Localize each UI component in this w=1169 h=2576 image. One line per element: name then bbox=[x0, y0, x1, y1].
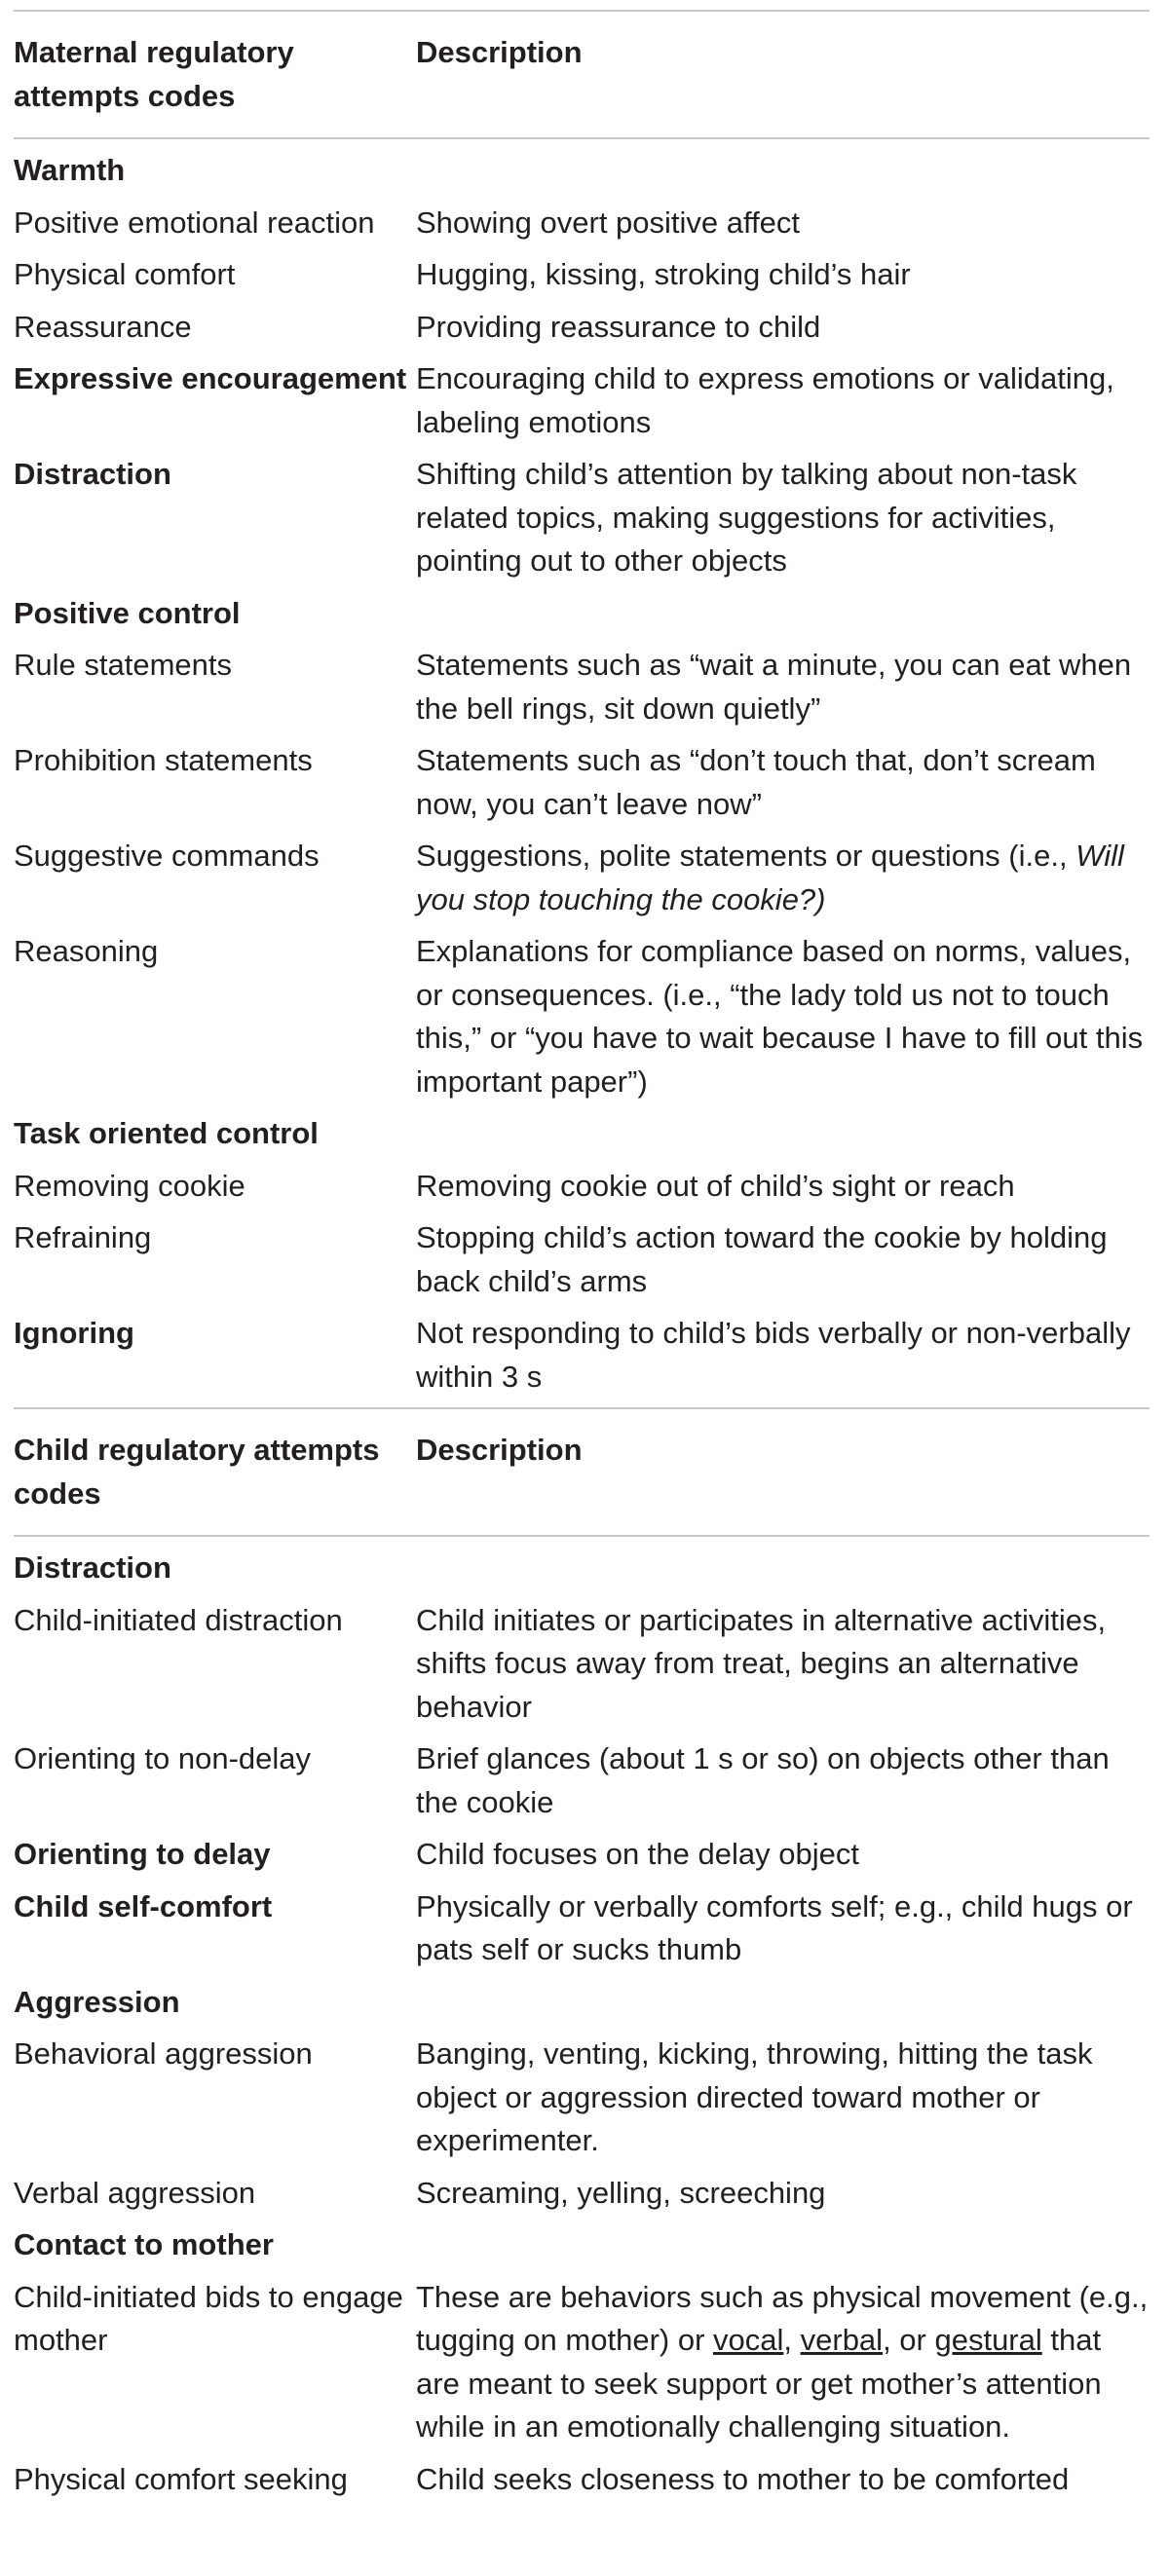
maternal-header-row bbox=[14, 11, 1150, 138]
code-description bbox=[416, 1112, 1150, 1165]
category-row-task-oriented-control bbox=[14, 1112, 1150, 1165]
description-text: Not responding to child’s bids verbally or non-verbally within 3 s bbox=[416, 1316, 1131, 1394]
description-text: Showing overt positive affect bbox=[416, 205, 801, 240]
description-text: Brief glances (about 1 s or so) on objects other than the cookie bbox=[416, 1741, 1110, 1819]
category-row-expressive-encouragement bbox=[14, 357, 1150, 453]
description-text: Banging, venting, kicking, throwing, hitting the task object or aggression directed toward mother or experimenter. bbox=[416, 2036, 1093, 2157]
code-label: Reassurance bbox=[14, 309, 192, 344]
description-text: Providing reassurance to child bbox=[416, 309, 821, 344]
underlined-term: gestural bbox=[934, 2323, 1042, 2357]
code-label: Distraction bbox=[14, 1550, 171, 1585]
code-label: Prohibition statements bbox=[14, 743, 313, 777]
code-row-positive-emotional-reaction bbox=[14, 202, 1150, 254]
description-text: Child focuses on the delay object bbox=[416, 1837, 859, 1871]
code-description bbox=[416, 1981, 1150, 2034]
code-description bbox=[416, 1216, 1150, 1312]
codes-table-body bbox=[14, 11, 1150, 2510]
category-row-orienting-to-delay bbox=[14, 1833, 1150, 1885]
code-description bbox=[416, 1312, 1150, 1408]
description-text: , or bbox=[883, 2323, 935, 2357]
code-label: Behavioral aggression bbox=[14, 2036, 313, 2071]
code-row-verbal-aggression bbox=[14, 2172, 1150, 2224]
code-description bbox=[416, 644, 1150, 739]
description-text: Child initiates or participates in alternative activities, shifts focus away from treat, begins an alternative behavior bbox=[416, 1602, 1107, 1724]
code-row-suggestive-commands bbox=[14, 835, 1150, 930]
code-description bbox=[416, 835, 1150, 930]
code-description bbox=[416, 202, 1150, 254]
code-label: Positive control bbox=[14, 595, 241, 630]
code-row-physical-comfort-seeking bbox=[14, 2458, 1150, 2511]
code-label: Orienting to non-delay bbox=[14, 1741, 312, 1775]
code-description bbox=[416, 592, 1150, 645]
code-label: Physical comfort bbox=[14, 257, 236, 291]
code-description bbox=[416, 1885, 1150, 1981]
code-description bbox=[416, 253, 1150, 306]
child-header-row bbox=[14, 1408, 1150, 1536]
code-label: Refraining bbox=[14, 1220, 152, 1254]
code-row-reasoning bbox=[14, 930, 1150, 1112]
code-description bbox=[416, 357, 1150, 453]
description-text: Screaming, yelling, screeching bbox=[416, 2175, 826, 2210]
code-label: Child-initiated bids to engage mother bbox=[14, 2279, 403, 2357]
code-label: Warmth bbox=[14, 153, 126, 187]
code-description bbox=[416, 2458, 1150, 2511]
code-label: Verbal aggression bbox=[14, 2175, 256, 2210]
code-label: Suggestive commands bbox=[14, 839, 320, 873]
category-row-positive-control bbox=[14, 592, 1150, 645]
code-label: Aggression bbox=[14, 1984, 180, 2019]
code-description bbox=[416, 453, 1150, 592]
description-text: Statements such as “don’t touch that, don’t scream now, you can’t leave now” bbox=[416, 743, 1096, 821]
description-text: These are behaviors such as physical movement (e.g., tugging on mother) or bbox=[416, 2279, 1149, 2357]
category-row-child-self-comfort bbox=[14, 1885, 1150, 1981]
category-row-aggression bbox=[14, 1981, 1150, 2034]
description-text: Encouraging child to express emotions or validating, labeling emotions bbox=[416, 361, 1114, 439]
description-italic-text: Will you stop touching the cookie?) bbox=[416, 839, 1124, 916]
category-row-warmth bbox=[14, 138, 1150, 202]
code-label: Child-initiated distraction bbox=[14, 1602, 343, 1637]
description-text: Stopping child’s action toward the cookie by holding back child’s arms bbox=[416, 1220, 1108, 1298]
code-description bbox=[416, 930, 1150, 1112]
code-label: Reasoning bbox=[14, 934, 159, 968]
code-description bbox=[416, 306, 1150, 358]
code-label: Contact to mother bbox=[14, 2227, 274, 2261]
code-label: Orienting to delay bbox=[14, 1837, 271, 1871]
category-row-contact-to-mother bbox=[14, 2223, 1150, 2276]
code-description bbox=[416, 2033, 1150, 2172]
code-label: Rule statements bbox=[14, 648, 232, 682]
code-description bbox=[416, 1536, 1150, 1599]
description-text: Shifting child’s attention by talking about non-task related topics, making suggestions for activities, pointing out to other objects bbox=[416, 457, 1077, 578]
description-text: Child seeks closeness to mother to be comforted bbox=[416, 2461, 1070, 2496]
code-row-orienting-to-non-delay bbox=[14, 1737, 1150, 1833]
code-label: Ignoring bbox=[14, 1316, 134, 1350]
child-code-column-header: Child regulatory attempts codes bbox=[14, 1408, 416, 1536]
code-row-rule-statements bbox=[14, 644, 1150, 739]
code-description bbox=[416, 1737, 1150, 1833]
code-description bbox=[416, 2223, 1150, 2276]
description-text: Hugging, kissing, stroking child’s hair bbox=[416, 257, 911, 291]
code-row-behavioral-aggression bbox=[14, 2033, 1150, 2172]
code-label: Distraction bbox=[14, 457, 171, 491]
description-text: Statements such as “wait a minute, you can eat when the bell rings, sit down quietly” bbox=[416, 648, 1132, 726]
description-text: Suggestions, polite statements or questions (i.e., bbox=[416, 839, 1076, 873]
code-description bbox=[416, 739, 1150, 835]
code-label: Positive emotional reaction bbox=[14, 205, 375, 240]
code-description bbox=[416, 138, 1150, 202]
code-description bbox=[416, 1165, 1150, 1217]
description-text: Physically or verbally comforts self; e.g., child hugs or pats self or sucks thumb bbox=[416, 1888, 1133, 1966]
code-row-prohibition-statements bbox=[14, 739, 1150, 835]
category-row-distraction bbox=[14, 1536, 1150, 1599]
code-description bbox=[416, 1833, 1150, 1885]
child-description-column-header: Description bbox=[416, 1408, 1150, 1536]
code-description bbox=[416, 1599, 1150, 1738]
code-row-reassurance bbox=[14, 306, 1150, 358]
underlined-term: vocal bbox=[713, 2323, 784, 2357]
code-row-physical-comfort bbox=[14, 253, 1150, 306]
code-row-removing-cookie bbox=[14, 1165, 1150, 1217]
code-row-refraining bbox=[14, 1216, 1150, 1312]
code-description bbox=[416, 2172, 1150, 2224]
code-description bbox=[416, 2276, 1150, 2458]
code-label: Expressive encouragement bbox=[14, 361, 407, 395]
description-text: Explanations for compliance based on norms, values, or consequences. (i.e., “the lady told us not to touch this,” or “you have to wait because I have to fill out this important paper”) bbox=[416, 934, 1144, 1099]
regulatory-codes-table bbox=[14, 10, 1150, 2510]
category-row-ignoring bbox=[14, 1312, 1150, 1408]
description-text: Removing cookie out of child’s sight or reach bbox=[416, 1168, 1015, 1203]
category-row-distraction bbox=[14, 453, 1150, 592]
code-label: Removing cookie bbox=[14, 1168, 245, 1203]
code-label: Physical comfort seeking bbox=[14, 2461, 348, 2496]
code-label: Child self-comfort bbox=[14, 1888, 273, 1923]
maternal-description-column-header: Description bbox=[416, 11, 1150, 138]
underlined-term: verbal bbox=[800, 2323, 884, 2357]
maternal-code-column-header: Maternal regulatory attempts codes bbox=[14, 11, 416, 138]
code-label: Task oriented control bbox=[14, 1116, 319, 1150]
code-row-child-initiated-distraction bbox=[14, 1599, 1150, 1738]
description-text: that are meant to seek support or get mother’s attention while in an emotionally challenging situation. bbox=[416, 2323, 1102, 2444]
code-row-child-initiated-bids-to-engage-mother bbox=[14, 2276, 1150, 2458]
description-text: , bbox=[783, 2323, 801, 2357]
